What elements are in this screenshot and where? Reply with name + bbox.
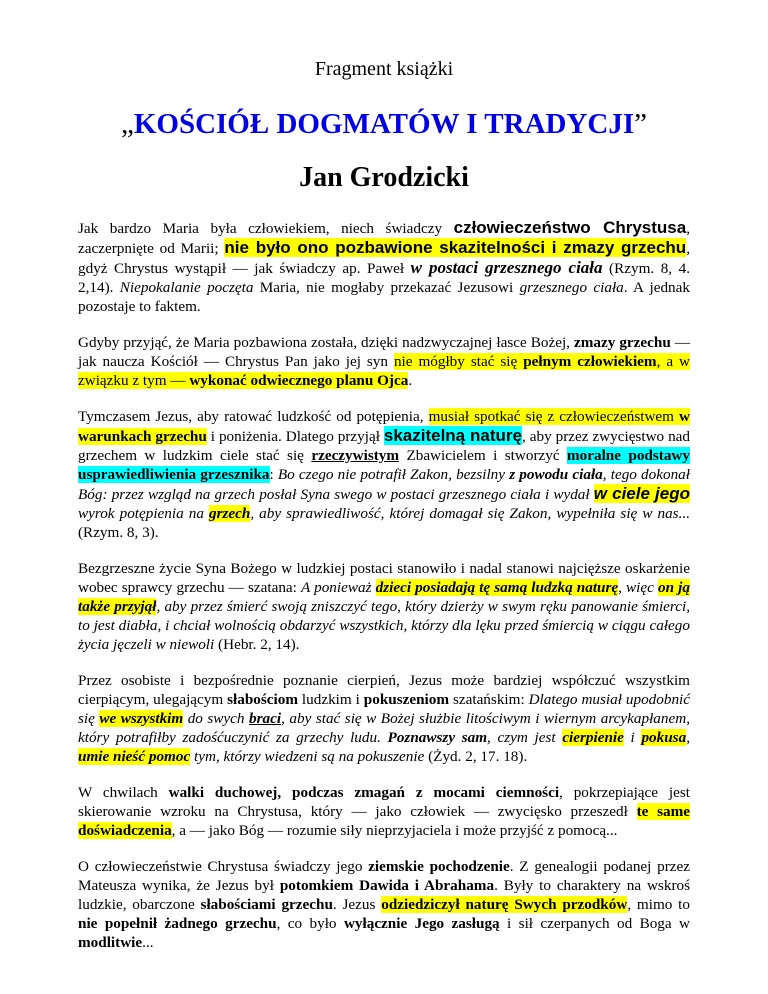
emphasis-run: braci xyxy=(249,710,282,727)
author-name: Jan Grodzicki xyxy=(299,162,469,193)
paragraph-2 xyxy=(78,333,690,390)
italic-run: , tego dokonał Bóg: przez wzgląd na grzech posłał Syna swego w postaci grzesznego ciała i wydał xyxy=(78,466,690,503)
paragraph-6 xyxy=(78,783,690,840)
text-run: . Były to charaktery na wskroś ludzkie, obarczone xyxy=(78,877,691,913)
text-run: O człowieczeństwie Chrystusa świadczy jego xyxy=(78,858,369,875)
title-quote-open: „ xyxy=(120,108,134,140)
highlight-run: nie mógłby stać się xyxy=(393,353,524,370)
highlight-run: umie nieść pomoc xyxy=(78,748,191,765)
text-run: szatańskim: xyxy=(449,691,529,708)
text-run: Jak bardzo Maria była człowiekiem, niech świadczy xyxy=(78,220,454,237)
italic-run: , xyxy=(686,729,690,746)
text-run: Maria, nie mogłaby przekazać Jezusowi xyxy=(253,279,520,296)
fragment-label: Fragment książki xyxy=(314,58,454,80)
highlight-run: odziedziczył naturę Swych przodków xyxy=(381,896,628,913)
highlight-run: te same doświadczenia xyxy=(78,803,690,839)
italic-run: , czym jest xyxy=(487,729,563,746)
text-run: . Jezus xyxy=(332,896,382,913)
text-run: Gdyby przyjąć, że Maria pozbawiona została, dzięki nadzwyczajnej łasce Bożej, xyxy=(78,334,574,351)
document-body xyxy=(78,218,690,969)
text-run: , co było xyxy=(276,915,344,932)
text-run: , zaczerpnięte od Marii; xyxy=(78,220,691,257)
italic-run: Bo czego nie potrafił Zakon, bezsilny xyxy=(277,466,510,483)
highlight-run: wykonać odwiecznego planu Ojca xyxy=(189,372,409,389)
italic-run: , aby stać się w Bożej służbie litościwym i wiernym arcykapłanem, który potrafiłby zadośćuczynić za grzechy ludu. xyxy=(78,710,690,746)
text-run: , pokrzepiające jest skierowanie wzroku na Chrystusa, który — jako człowiek — zwycięsko przeszedł xyxy=(78,784,690,820)
highlight-run: dzieci posiadają tę samą ludzką naturę xyxy=(375,579,619,596)
text-run: Tymczasem Jezus, aby ratować ludzkość od potępienia, xyxy=(78,408,429,425)
italic-run: , więc xyxy=(618,579,659,596)
paragraph-4 xyxy=(78,559,690,654)
text-run: ludzkim i xyxy=(298,691,364,708)
emphasis-run: z powodu ciała xyxy=(509,466,603,483)
highlight-run: we wszystkim xyxy=(99,710,184,727)
bold-run: rzeczywistym xyxy=(311,447,400,464)
italic-run: wyrok potępienia na xyxy=(78,505,209,522)
paragraph-3 xyxy=(78,407,690,542)
italic-run: Dlatego musiał upodobnić się xyxy=(78,691,690,727)
text-run: (Rzym. 8, 4. 2,14). xyxy=(78,260,691,296)
paragraph-5 xyxy=(78,671,690,766)
bold-run: zmazy grzechu xyxy=(574,334,671,351)
text-run: , mimo to xyxy=(627,896,690,913)
bold-run: modlitwie xyxy=(78,934,143,951)
highlight-run: moralne podstawy usprawiedliwienia grzesznika xyxy=(78,447,690,483)
italic-run: grzesznego ciała xyxy=(519,279,624,296)
text-run: ... xyxy=(142,934,154,951)
italic-run: Niepokalanie poczęta xyxy=(119,279,254,296)
italic-run: , aby przez śmierć swoją zniszczyć tego, który dzierży w swym ręku panowanie śmierci, to jest diabła, i chciał wolnością obdarzyć wszystkich, którzy dla lęku przed śmiercią w ciągu całego życia jęczeli w niewoli xyxy=(78,598,691,653)
text-run: . Z genealogii podanej przez Mateusza wynika, że Jezus był xyxy=(78,858,691,894)
bold-run: słabościami grzechu xyxy=(200,896,333,913)
highlight-run: nie było ono pozbawione skazitelności i zmazy grzechu xyxy=(224,238,687,257)
text-run: i sił czerpanych od Boga w xyxy=(499,915,690,932)
text-run: , aby przez zwycięstwo nad grzechem w ludzkim ciele stać się xyxy=(78,428,691,464)
highlight-run: grzech xyxy=(208,505,251,522)
italic-run: do swych xyxy=(183,710,250,727)
italic-run: A ponieważ xyxy=(301,579,376,596)
highlight-run: , a w związku z tym — xyxy=(78,353,690,389)
bold-run: słabościom xyxy=(227,691,298,708)
highlight-run: w ciele jego xyxy=(593,484,690,503)
text-run: (Żyd. 2, 17. 18). xyxy=(424,748,528,765)
paragraph-7 xyxy=(78,857,690,952)
bold-run: nie popełnił żadnego grzechu xyxy=(78,915,277,932)
text-run: Bezgrzeszne życie Syna Bożego w ludzkiej postaci stanowiło i nadal stanowi najcięższe oskarżenie wobec sprawcy grzechu — szatana: xyxy=(78,560,690,596)
text-run: : xyxy=(269,466,278,483)
highlight-run: on ją także przyjął xyxy=(78,579,690,615)
emphasis-run: Poznawszy sam xyxy=(387,729,488,746)
bold-run: potomkiem Dawida i Abrahama xyxy=(279,877,495,894)
bold-run: ziemskie pochodzenie xyxy=(368,858,510,875)
paragraph-1 xyxy=(78,218,690,316)
title-text: KOŚCIÓŁ DOGMATÓW I TRADYCJI xyxy=(133,108,635,140)
text-run: — jak naucza Kościół — Chrystus Pan jako jej syn xyxy=(78,334,691,370)
text-run: Przez osobiste i bezpośrednie poznanie cierpień, Jezus może bardziej współczuć wszystkim cierpiącym, ulegającym xyxy=(78,672,690,708)
bold-run: wyłącznie Jego zasługą xyxy=(343,915,500,932)
text-run: , gdyż Chrystus wystąpił — jak świadczy ap. Paweł xyxy=(78,240,690,277)
emphasis-run: w postaci grzesznego ciała xyxy=(410,258,603,277)
bold-run: pokuszeniom xyxy=(363,691,450,708)
bold-run: walki duchowej, podczas zmagań z mocami ciemności xyxy=(168,784,560,801)
title-quote-close: ” xyxy=(634,108,648,140)
italic-run: tym, którzy wiedzeni są na pokuszenie xyxy=(190,748,425,765)
italic-run: , aby sprawiedliwość, której domagał się Zakon, wypełniła się w nas... xyxy=(250,505,690,522)
text-run: . xyxy=(408,372,413,389)
text-run: Zbawicielem i stworzyć xyxy=(399,447,567,464)
text-run: . A jednak pozostaje to faktem. xyxy=(78,279,690,315)
highlight-run: pełnym człowiekiem xyxy=(523,353,657,370)
text-run: i poniżenia. Dlatego przyjął xyxy=(206,428,384,445)
highlight-run: skazitelną naturę xyxy=(383,426,522,445)
highlight-run: cierpienie xyxy=(562,729,624,746)
italic-run: i xyxy=(623,729,642,746)
highlight-run: pokusa xyxy=(641,729,687,746)
book-title xyxy=(0,108,768,141)
highlight-run: musiał spotkać się z człowieczeństwem xyxy=(428,408,680,425)
text-run: , a — jako Bóg — rozumie siły nieprzyjaciela i może przyjść z pomocą... xyxy=(171,822,618,839)
text-run: (Rzym. 8, 3). xyxy=(78,524,159,541)
highlight-run: w warunkach grzechu xyxy=(78,408,690,445)
emphasis-run: człowieczeństwo Chrystusa xyxy=(453,218,687,237)
text-run: W chwilach xyxy=(78,784,169,801)
text-run: (Hebr. 2, 14). xyxy=(214,636,300,653)
